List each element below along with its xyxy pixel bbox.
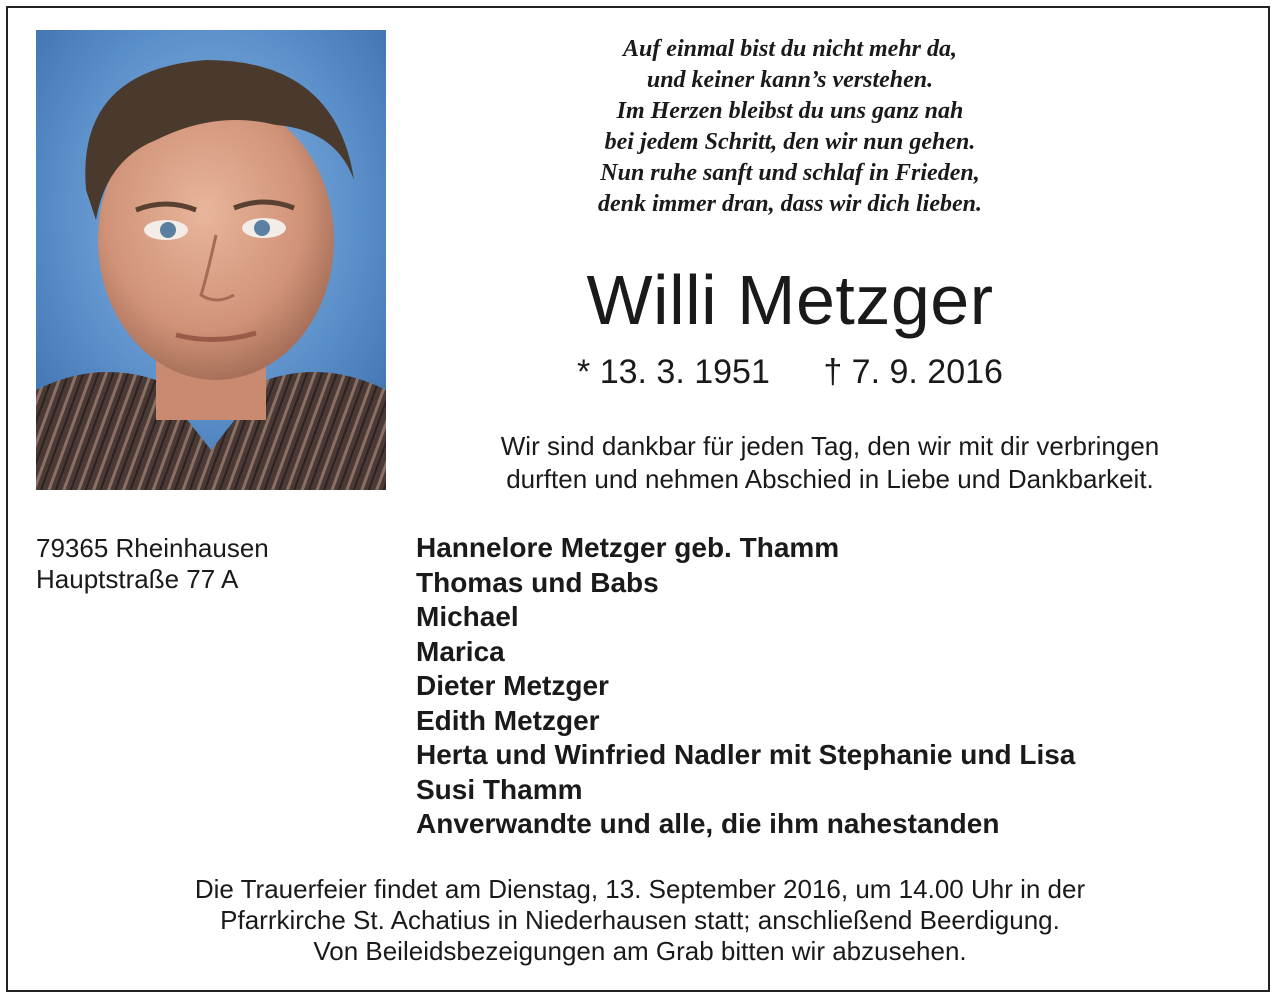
mourners-list bbox=[416, 531, 1075, 842]
poem-line: denk immer dran, dass wir dich lieben. bbox=[597, 191, 983, 217]
memorial-poem bbox=[440, 34, 1140, 220]
notice-line: Pfarrkirche St. Achatius in Niederhausen statt; anschließend Beerdigung. bbox=[220, 905, 1060, 935]
mourner-name: Thomas und Babs bbox=[416, 566, 659, 598]
gratitude-line: Wir sind dankbar für jeden Tag, den wir mit dir verbringen bbox=[500, 431, 1160, 461]
mourner-name: Dieter Metzger bbox=[416, 670, 609, 701]
mourner-name: Michael bbox=[416, 601, 519, 632]
address-line: Hauptstraße 77 A bbox=[36, 564, 239, 594]
death-date: † 7. 9. 2016 bbox=[823, 353, 1003, 391]
birth-date: * 13. 3. 1951 bbox=[577, 353, 770, 391]
gratitude-text bbox=[400, 430, 1260, 496]
poem-line: bei jedem Schritt, den wir nun gehen. bbox=[604, 129, 976, 155]
address-line: 79365 Rheinhausen bbox=[36, 533, 269, 563]
family-address bbox=[36, 533, 269, 595]
mourner-name: Marica bbox=[416, 635, 505, 667]
notice-line: Die Trauerfeier findet am Dienstag, 13. September 2016, um 14.00 Uhr in der bbox=[194, 874, 1086, 904]
poem-line: Im Herzen bleibst du uns ganz nah bbox=[616, 98, 964, 124]
gratitude-line: durften und nehmen Abschied in Liebe und Dankbarkeit. bbox=[506, 464, 1154, 494]
portrait-photo bbox=[36, 30, 386, 490]
mourner-name: Anverwandte und alle, die ihm nahestanden bbox=[416, 808, 1000, 839]
notice-line: Von Beileidsbezeigungen am Grab bitten wir abzusehen. bbox=[313, 936, 967, 966]
mourner-name: Herta und Winfried Nadler mit Stephanie und Lisa bbox=[416, 739, 1076, 770]
life-dates bbox=[440, 350, 1140, 394]
mourner-name: Edith Metzger bbox=[416, 704, 600, 736]
poem-line: und keiner kann’s verstehen. bbox=[646, 67, 934, 93]
funeral-notice bbox=[40, 874, 1240, 967]
mourner-name: Susi Thamm bbox=[416, 773, 583, 805]
poem-line: Auf einmal bist du nicht mehr da, bbox=[622, 36, 958, 62]
deceased-name: Willi Metzger bbox=[586, 261, 994, 339]
mourner-name: Hannelore Metzger geb. Thamm bbox=[416, 532, 840, 563]
poem-line: Nun ruhe sanft und schlaf in Frieden, bbox=[600, 160, 980, 186]
